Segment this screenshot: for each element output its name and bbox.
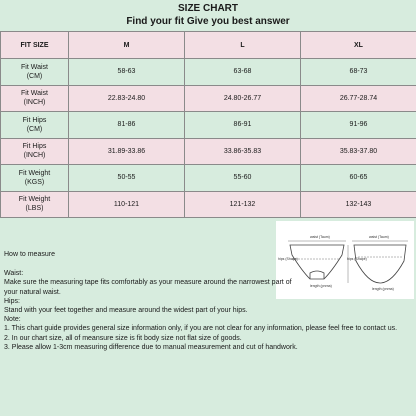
row-label-line: Fit Weight bbox=[18, 169, 51, 177]
table-cell: 121-132 bbox=[185, 191, 301, 218]
row-label bbox=[1, 191, 69, 218]
row-label-line: Fit Hips bbox=[22, 143, 47, 151]
row-label-line: Fit Weight bbox=[18, 196, 51, 204]
table-cell: 60-65 bbox=[301, 165, 416, 192]
row-label bbox=[1, 59, 69, 86]
table-cell: 91-96 bbox=[301, 112, 416, 139]
column-header-fit-size: FIT SIZE bbox=[1, 32, 69, 59]
chart-title-block bbox=[0, 2, 416, 28]
table-row bbox=[1, 112, 416, 139]
table-cell: 35.83-37.80 bbox=[301, 138, 416, 165]
table-cell: 81-86 bbox=[69, 112, 185, 139]
row-label bbox=[1, 165, 69, 192]
column-header-l: L bbox=[185, 32, 301, 59]
how-to-measure-section bbox=[4, 250, 414, 352]
row-label-unit: (INCH) bbox=[23, 152, 46, 160]
row-label-unit: (INCH) bbox=[23, 99, 46, 107]
length-label-back: length (pnrna) bbox=[372, 287, 394, 291]
table-cell: 31.89-33.86 bbox=[69, 138, 185, 165]
size-chart-table bbox=[0, 31, 416, 218]
note-item: 2. In our chart size, all of meansure size is fit body size not flat size of goods. bbox=[4, 334, 242, 342]
table-cell: 68-73 bbox=[301, 59, 416, 86]
hips-instructions: Stand with your feet together and measure around the widest part of your hips. bbox=[4, 307, 248, 315]
note-item: 1. This chart guide provides general size information only, if you are not clear for any information, please feel free to contact us. bbox=[4, 325, 398, 333]
length-label-front: length (pnrna) bbox=[310, 284, 332, 288]
table-row bbox=[1, 138, 416, 165]
table-row bbox=[1, 85, 416, 112]
hips-label-back: hips (Shape) bbox=[347, 257, 367, 261]
row-label-unit: (CM) bbox=[26, 72, 43, 80]
row-label-unit: (KGS) bbox=[24, 178, 45, 186]
table-cell: 50-55 bbox=[69, 165, 185, 192]
row-label bbox=[1, 85, 69, 112]
column-header-m: M bbox=[69, 32, 185, 59]
waist-instructions: Make sure the measuring tape fits comfortably as your measure around the narrowest part of your natural waist. bbox=[4, 279, 292, 296]
row-label bbox=[1, 112, 69, 139]
row-label-line: Fit Waist bbox=[21, 63, 48, 71]
table-cell: 58-63 bbox=[69, 59, 185, 86]
table-row bbox=[1, 59, 416, 86]
table-cell: 86-91 bbox=[185, 112, 301, 139]
table-cell: 22.83-24.80 bbox=[69, 85, 185, 112]
table-cell: 132-143 bbox=[301, 191, 416, 218]
table-header-row bbox=[1, 32, 416, 59]
how-to-measure-heading: How to measure bbox=[4, 251, 55, 258]
note-item: 3. Please allow 1-3cm measuring difference due to manual measurement and cut of handwork. bbox=[4, 343, 298, 351]
row-label-line: Fit Hips bbox=[22, 116, 47, 124]
table-cell: 55-60 bbox=[185, 165, 301, 192]
waist-label-back: waist (Taum) bbox=[369, 235, 389, 239]
table-cell: 33.86-35.83 bbox=[185, 138, 301, 165]
table-cell: 63-68 bbox=[185, 59, 301, 86]
row-label-unit: (CM) bbox=[26, 125, 43, 133]
waist-label-front: waist (Taum) bbox=[310, 235, 330, 239]
table-row bbox=[1, 165, 416, 192]
hips-heading: Hips: bbox=[4, 297, 20, 305]
row-label-unit: (LBS) bbox=[25, 205, 44, 213]
table-row bbox=[1, 191, 416, 218]
row-label bbox=[1, 138, 69, 165]
table-cell: 26.77-28.74 bbox=[301, 85, 416, 112]
waist-heading: Waist: bbox=[4, 270, 24, 278]
table-cell: 24.80-26.77 bbox=[185, 85, 301, 112]
note-heading: Note: bbox=[4, 316, 21, 324]
row-label-line: Fit Waist bbox=[21, 90, 48, 98]
page-subtitle: Find your fit Give you best answer bbox=[126, 16, 290, 27]
page-title: SIZE CHART bbox=[178, 3, 238, 14]
column-header-xl: XL bbox=[301, 32, 416, 59]
hips-label-front: hips (Shape) bbox=[278, 257, 298, 261]
table-cell: 110-121 bbox=[69, 191, 185, 218]
